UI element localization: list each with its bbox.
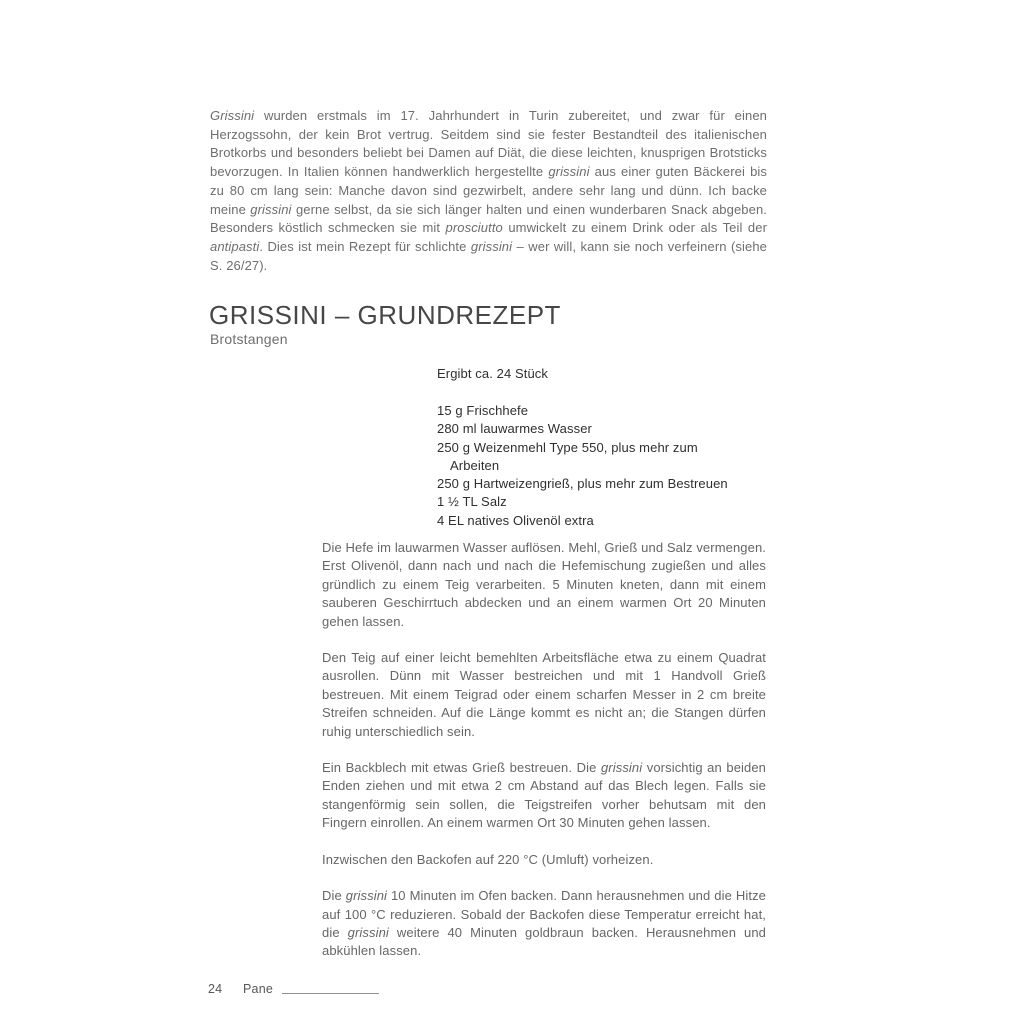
- method-step-3: Ein Backblech mit etwas Grieß bestreuen. Die grissini vorsichtig an beiden Enden ziehen und mit etwa 2 cm Abstand auf das Blech legen. Falls sie stangenförmig sein sollen, die Teigstreifen vorher behutsam mit den Fingern einrollen. An einem warmen Ort 30 Minuten gehen lassen.: [322, 760, 767, 831]
- ingredient-line: 250 g Weizenmehl Type 550, plus mehr zum: [437, 439, 698, 455]
- ingredient-line: 4 EL natives Olivenöl extra: [437, 512, 594, 528]
- yield-note: Ergibt ca. 24 Stück: [437, 366, 549, 381]
- ingredient-line: 1 ½ TL Salz: [437, 494, 507, 510]
- ingredient-line: 250 g Hartweizengrieß, plus mehr zum Bestreuen: [437, 476, 728, 492]
- method-step-1: Die Hefe im lauwarmen Wasser auflösen. Mehl, Grieß und Salz vermengen. Erst Olivenöl, dann nach und nach die Hefemischung zugießen und alles gründlich zu einem Teig verarbeiten. 5 Minuten kneten, dann mit einem sauberen Geschirrtuch abdecken und an einem warmen Ort 20 Minuten gehen lassen.: [322, 540, 766, 629]
- intro-paragraph: Grissini wurden erstmals im 17. Jahrhundert in Turin zubereitet, und zwar für einen Herzogssohn, der kein Brot vertrug. Seitdem sind sie fester Bestandteil des italienischen Brotkorbs und besonders beliebt bei Damen auf Diät, die diese leichten, knusprigen Brotsticks bevorzugen. In Italien können handwerklich hergestellte grissini aus einer guten Bäckerei bis zu 80 cm lang sein: Manche davon sind gezwirbelt, andere sehr lang und dünn. Ich backe meine grissini gerne selbst, da sie sich länger halten und einen wunderbaren Snack abgeben. Besonders köstlich schmecken sie mit prosciutto umwickelt zu einem Drink oder als Teil der antipasti. Dies ist mein Rezept für schlichte grissini – wer will, kann sie noch verfeinern (siehe S. 26/27).: [210, 108, 768, 273]
- ingredient-line-continuation: Arbeiten: [450, 457, 500, 473]
- footer-rule: [282, 993, 379, 994]
- ingredient-line: 15 g Frischhefe: [437, 403, 529, 418]
- chapter-label: Pane: [243, 982, 273, 996]
- page-footer: [208, 982, 379, 996]
- page-number: 24: [208, 982, 223, 996]
- recipe-subtitle: Brotstangen: [210, 331, 288, 347]
- method-step-4: Inzwischen den Backofen auf 220 °C (Umluft) vorheizen.: [322, 851, 654, 867]
- method-steps: [322, 539, 766, 979]
- ingredients-list: [437, 402, 728, 530]
- recipe-title: GRISSINI – GRUNDREZEPT: [209, 300, 561, 330]
- method-step-5: Die grissini 10 Minuten im Ofen backen. Dann herausnehmen und die Hitze auf 100 °C reduzieren. Sobald der Backofen diese Temperatur erreicht hat, die grissini weitere 40 Minuten goldbraun backen. Herausnehmen und abkühlen lassen.: [322, 888, 766, 959]
- ingredient-line: 280 ml lauwarmes Wasser: [437, 421, 592, 437]
- method-step-2: Den Teig auf einer leicht bemehlten Arbeitsfläche etwa zu einem Quadrat ausrollen. Dünn mit Wasser bestreichen und mit 1 Handvoll Grieß bestreuen. Mit einem Teigrad oder einem scharfen Messer in 2 cm breite Streifen schneiden. Auf die Länge kommt es nicht an; die Stangen dürfen ruhig unterschiedlich sein.: [322, 650, 766, 739]
